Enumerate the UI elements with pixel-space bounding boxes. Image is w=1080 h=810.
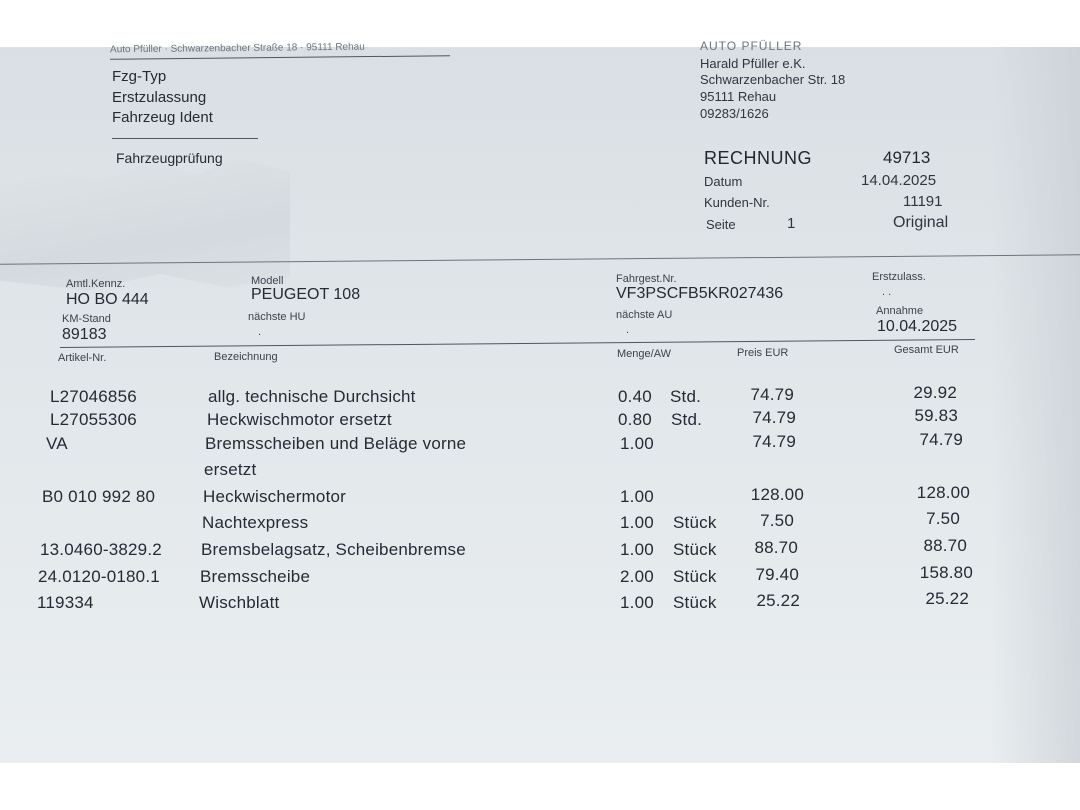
col-bezeichnung: Bezeichnung [214,351,278,363]
item-gesamt: 158.80 [919,563,973,582]
item-menge: 2.00 [620,567,654,586]
erstzulass-value: . . [882,286,892,298]
kennzeichen: HO BO 444 [66,291,149,308]
item-menge: 1.00 [620,434,654,453]
erstzulassung-label: Erstzulassung [112,89,207,106]
annahme-label: Annahme [876,305,924,317]
invoice-date: 14.04.2025 [861,172,937,189]
item-gesamt: 25.22 [925,589,969,608]
col-artikel: Artikel-Nr. [58,352,107,364]
item-menge: 1.00 [620,593,654,612]
col-preis: Preis EUR [737,347,789,359]
datum-label: Datum [704,174,743,189]
item-bezeichnung: Wischblatt [199,593,280,612]
item-artikel: B0 010 992 80 [42,487,156,506]
item-bezeichnung: ersetzt [204,460,257,479]
item-einheit: Stück [673,567,717,586]
hu-value: . [258,326,262,338]
modell: PEUGEOT 108 [251,286,361,303]
hu-label: nächste HU [248,311,306,323]
item-menge: 1.00 [620,487,654,506]
item-bezeichnung: allg. technische Durchsicht [208,387,416,406]
item-bezeichnung: Bremsbelagsatz, Scheibenbremse [201,540,466,559]
erstzulass-label: Erstzulass. [872,271,926,283]
invoice-title: RECHNUNG [704,148,813,168]
line-items [0,47,1080,763]
table-row [0,47,1080,763]
item-menge: 1.00 [620,513,654,532]
sender-line: Auto Pfüller · Schwarzenbacher Straße 18 · 95111 Rehau [109,41,365,56]
seite-label: Seite [706,217,736,232]
item-einheit: Stück [673,540,717,559]
kunden-nr: 11191 [903,193,943,210]
km-label: KM-Stand [62,313,111,325]
seite-number: 1 [787,215,796,232]
company-owner: Harald Pfüller e.K. [700,56,806,71]
kennz-label: Amtl.Kennz. [66,278,126,290]
col-gesamt: Gesamt EUR [894,344,959,356]
item-preis: 25.22 [756,591,800,610]
item-preis: 128.00 [750,485,804,504]
item-menge: 0.40 [618,387,652,406]
invoice-number: 49713 [883,148,931,167]
item-gesamt: 29.92 [913,383,957,402]
item-preis: 74.79 [750,385,794,404]
item-einheit: Stück [673,593,717,612]
item-bezeichnung: Bremsscheibe [200,567,311,586]
item-artikel: VA [46,434,68,453]
item-artikel: L27055306 [50,410,137,429]
item-bezeichnung: Heckwischermotor [203,487,347,506]
item-preis: 74.79 [752,408,796,427]
item-gesamt: 74.79 [919,430,963,449]
km-stand: 89183 [62,326,107,343]
item-artikel: L27046856 [50,387,137,406]
company-city: 95111 Rehau [700,89,777,104]
company-name: AUTO PFÜLLER [700,39,803,53]
item-gesamt: 59.83 [914,406,958,425]
col-menge: Menge/AW [617,348,672,360]
modell-label: Modell [251,275,284,287]
item-artikel: 24.0120-0180.1 [38,567,160,586]
copy-type: Original [893,214,949,231]
item-bezeichnung: Nachtexpress [202,513,309,532]
item-menge: 0.80 [618,410,652,429]
item-preis: 7.50 [760,511,794,530]
fahrgest-label: Fahrgest.Nr. [616,273,677,285]
company-phone: 09283/1626 [700,106,769,121]
item-gesamt: 128.00 [916,483,970,502]
item-preis: 88.70 [754,538,798,557]
item-preis: 79.40 [755,565,799,584]
item-gesamt: 7.50 [926,509,960,528]
au-label: nächste AU [616,309,673,321]
kunden-label: Kunden-Nr. [704,195,770,210]
annahme-date: 10.04.2025 [877,318,958,335]
item-einheit: Std. [670,387,702,406]
item-artikel: 119334 [37,593,94,612]
item-bezeichnung: Bremsscheiben und Beläge vorne [205,434,467,453]
item-preis: 74.79 [752,432,796,451]
company-street: Schwarzenbacher Str. 18 [700,72,846,87]
fahrzeug-ident-label: Fahrzeug Ident [112,109,213,126]
invoice-paper [0,39,1080,763]
fzg-typ-label: Fzg-Typ [112,68,167,85]
item-einheit: Std. [671,410,703,429]
item-bezeichnung: Heckwischmotor ersetzt [207,410,392,429]
item-gesamt: 88.70 [923,536,967,555]
fahrgestell-nr: VF3PSCFB5KR027436 [616,285,784,302]
item-artikel: 13.0460-3829.2 [40,540,162,559]
item-einheit: Stück [673,513,717,532]
item-menge: 1.00 [620,540,654,559]
au-value: . [626,324,630,336]
section-label: Fahrzeugprüfung [116,150,223,166]
